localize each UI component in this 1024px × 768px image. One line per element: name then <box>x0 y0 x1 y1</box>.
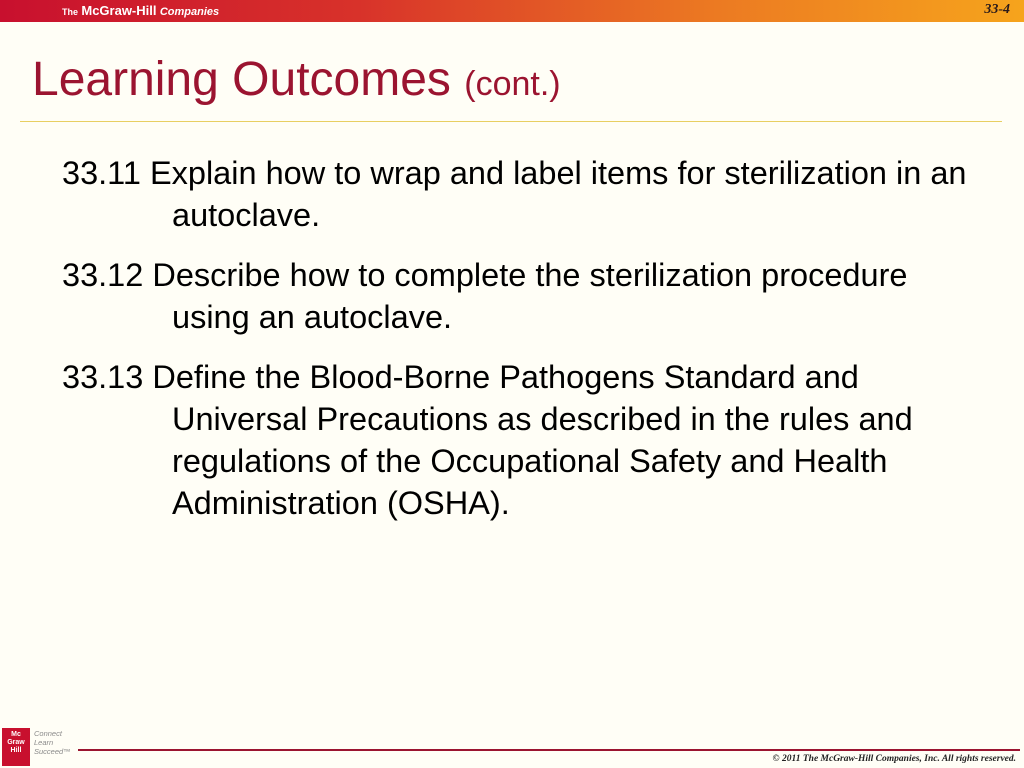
slide-title-main: Learning Outcomes <box>32 53 451 106</box>
title-divider <box>20 121 1002 122</box>
tagline-line: Connect <box>34 729 62 738</box>
logo-line: Hill <box>10 747 22 754</box>
brand-companies: Companies <box>159 6 220 18</box>
header-bar <box>0 0 1024 22</box>
mcgraw-hill-logo <box>2 728 30 766</box>
logo-line: Mc <box>11 731 21 738</box>
logo-line: Graw <box>7 739 25 746</box>
outcome-item <box>62 254 982 338</box>
outcome-number: 33.11 <box>62 155 141 191</box>
outcome-item <box>62 152 982 236</box>
outcome-text: Define the Blood-Borne Pathogens Standard and Universal Precautions as described in the rules and regulations of the Occupational Safety and Health Administration (OSHA). <box>152 359 913 521</box>
tagline-line: Learn <box>34 738 54 747</box>
outcome-text: Describe how to complete the sterilization procedure using an autoclave. <box>152 257 908 335</box>
copyright-notice: © 2011 The McGraw-Hill Companies, Inc. All rights reserved. <box>772 754 1016 764</box>
logo-tagline <box>34 729 71 756</box>
brand-the: The <box>62 7 79 17</box>
outcome-number: 33.12 <box>62 257 144 293</box>
outcome-text: Explain how to wrap and label items for sterilization in an autoclave. <box>149 155 967 233</box>
tagline-line: Succeed™ <box>34 747 71 756</box>
slide-title <box>32 52 561 112</box>
slide-title-suffix: (cont.) <box>464 65 561 103</box>
outcome-list <box>62 152 982 542</box>
outcome-number: 33.13 <box>62 359 144 395</box>
publisher-brand <box>62 3 219 18</box>
outcome-item <box>62 356 982 524</box>
brand-name: McGraw-Hill <box>81 3 157 18</box>
footer-divider <box>78 749 1020 751</box>
slide-number: 33-4 <box>984 2 1010 17</box>
